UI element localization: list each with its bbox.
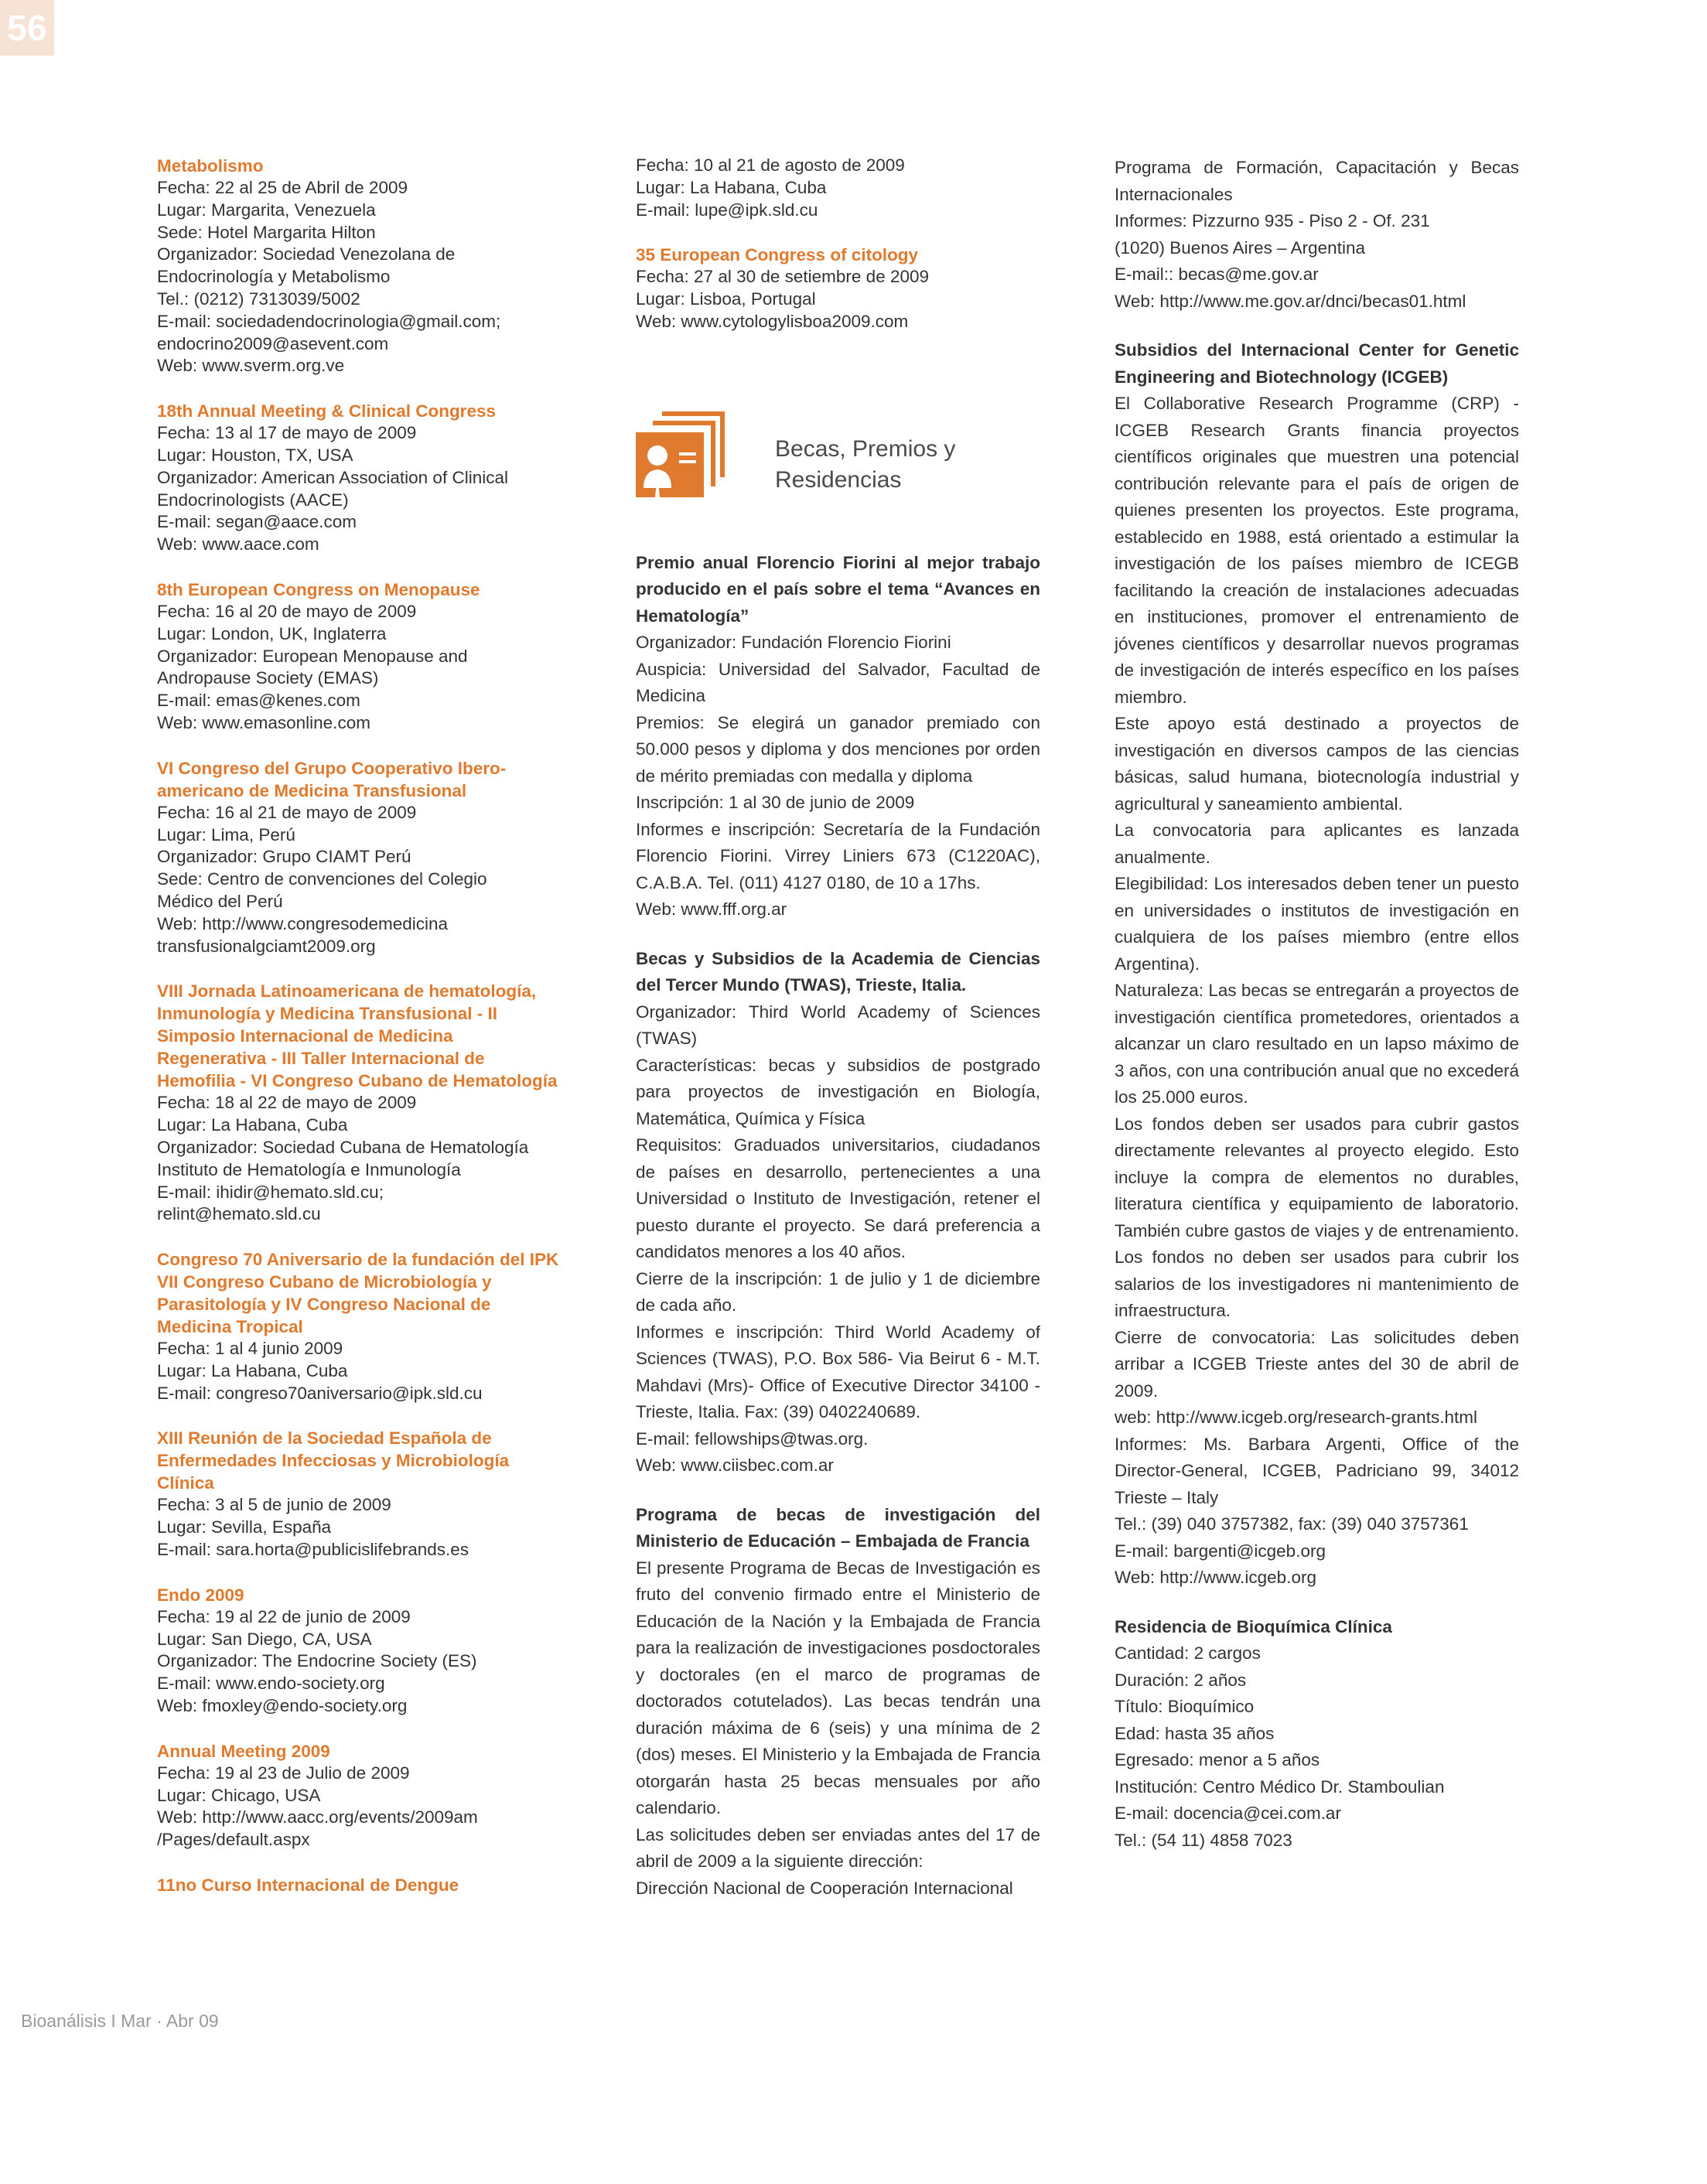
beca-entry <box>636 1502 1040 1902</box>
event-entry <box>636 244 1040 333</box>
page-number: 56 <box>0 0 54 56</box>
event-detail-line: relint@hemato.sld.cu <box>157 1204 321 1224</box>
event-entry <box>157 1427 590 1561</box>
beca-title: Programa de becas de investigación del Ministerio de Educación – Embajada de Francia <box>636 1504 1040 1551</box>
event-detail-line: E-mail: ihidir@hemato.sld.cu; <box>157 1182 384 1202</box>
event-title: VIII Jornada Latinoamericana de hematología, Inmunología y Medicina Transfusional - II Simposio Internacional de Medicina Regenerativa - III Taller Internacional de Hemofilia - VI Congreso Cubano de Hematología <box>157 981 558 1091</box>
event-detail-line: Instituto de Hematología e Inmunología <box>157 1159 461 1179</box>
event-entry <box>157 578 590 735</box>
event-detail-line: Fecha: 10 al 21 de agosto de 2009 <box>636 155 905 175</box>
beca-entry <box>1115 337 1519 1592</box>
event-entry <box>157 757 590 958</box>
becas-list <box>636 550 1040 1902</box>
event-detail-line: E-mail: emas@kenes.com <box>157 691 360 711</box>
event-detail-line: Lugar: London, UK, Inglaterra <box>157 623 387 643</box>
section-header-becas <box>636 411 1040 542</box>
event-detail-line: Fecha: 1 al 4 junio 2009 <box>157 1339 343 1359</box>
event-detail-line: Fecha: 3 al 5 de junio de 2009 <box>157 1495 391 1515</box>
event-detail-line: Organizador: The Endocrine Society (ES) <box>157 1651 477 1671</box>
beca-body: El Collaborative Research Programme (CRP) - ICGEB Research Grants financia proyectos científicos originales que muestren una potencial contribución relevante para el país de origen de quienes presenten los proyectos. Este programa, establecido en 1988, está orientado a estimular la investigación de los países miembro de ICEGB facilitando la creación de instalaciones adecuadas en instituciones, promover el entrenamiento de jóvenes científicos y desarrollar nuevos programas de investigación de interés específico en los países miembro. Este apoyo está destinado a proyectos de investigación en diversos campos de las ciencias básicas, salud humana, biotecnología industrial y agricultural y saneamiento ambiental. La convocatoria para aplicantes es lanzada anualmente. Elegibilidad: Los interesados deben tener un puesto en universidades o institutos de investigación en cualquiera de los países miembro (entre ellos Argentina). Naturaleza: Las becas se entregarán a proyectos de investigación científica prometedores, orientados a alcanzar un claro resultado en un lapso máximo de 3 años, con una contribución anual que no excederá los 25.000 euros. Los fondos deben ser usados para cubrir gastos directamente relevantes al proyecto elegido. Esto incluye la compra de elementos no durables, literatura científica y equipamiento de laboratorio. También cubre gastos de viajes y de entrenamiento. Los fondos no deben ser usados para cubrir los salarios de los investigadores ni mantenimiento de infraestructura. Cierre de convocatoria: Las solicitudes deben arribar a ICGEB Trieste antes del 30 de abril de 2009. web: http://www.icgeb.org/research-grants.html Informes: Ms. Barbara Argenti, Office of the Director-General, ICGEB, Padriciano 99, 34012 Trieste – Italy Tel.: (39) 040 3757382, fax: (39) 040 3757361 E-mail: bargenti@icgeb.org Web: http://www.icgeb.org <box>1115 394 1519 1587</box>
event-title: 18th Annual Meeting & Clinical Congress <box>157 401 496 421</box>
event-detail-line: Lugar: La Habana, Cuba <box>157 1360 348 1380</box>
beca-entry <box>636 946 1040 1479</box>
event-detail-line: Lugar: Lima, Perú <box>157 824 295 845</box>
event-detail-line: Web: www.aace.com <box>157 534 319 555</box>
event-detail-line: E-mail: segan@aace.com <box>157 512 357 532</box>
event-detail-line: Endocrinologists (AACE) <box>157 490 349 510</box>
column-events-1 <box>157 155 590 1919</box>
beca-body: Organizador: Fundación Florencio Fiorini Auspicia: Universidad del Salvador, Facultad de Medicina Premios: Se elegirá un ganador premiado con 50.000 pesos y diploma y dos menciones por orden de mérito premiadas con medalla y diploma Inscripción: 1 al 30 de junio de 2009 Informes e inscripción: Secretaría de la Fundación Florencio Fiorini. Virrey Liniers 673 (C1220AC), C.A.B.A. Tel. (011) 4127 0180, de 10 a 17hs. Web: www.fff.org.ar <box>636 633 1040 920</box>
event-detail-line: Sede: Hotel Margarita Hilton <box>157 222 376 242</box>
event-entry <box>157 1248 590 1404</box>
event-detail-line: Lugar: La Habana, Cuba <box>157 1115 348 1135</box>
event-title: Congreso 70 Aniversario de la fundación del IPK VII Congreso Cubano de Microbiología y Parasitología y IV Congreso Nacional de Medicina Tropical <box>157 1250 559 1337</box>
event-title: XIII Reunión de la Sociedad Española de Enfermedades Infecciosas y Microbiología Clínica <box>157 1428 510 1493</box>
event-detail-line: Sede: Centro de convenciones del Colegio <box>157 869 487 889</box>
section-title: Becas, Premios y Residencias <box>775 435 956 493</box>
event-detail-line: Lugar: San Diego, CA, USA <box>157 1629 372 1649</box>
event-detail-line: E-mail: sara.horta@publicislifebrands.es <box>157 1540 469 1560</box>
beca-title: Premio anual Florencio Fiorini al mejor trabajo producido en el país sobre el tema “Avances en Hematología” <box>636 552 1040 626</box>
column-2 <box>636 155 1040 1924</box>
event-detail-line: Web: http://www.congresodemedicina <box>157 913 449 933</box>
event-detail-line: Lugar: La Habana, Cuba <box>636 177 827 197</box>
event-detail-line: E-mail: lupe@ipk.sld.cu <box>636 200 818 220</box>
event-title: 11no Curso Internacional de Dengue <box>157 1875 459 1896</box>
event-detail-line: Lugar: Houston, TX, USA <box>157 445 353 465</box>
event-detail-line: Andropause Society (EMAS) <box>157 668 379 688</box>
event-detail-line: endocrino2009@asevent.com <box>157 333 389 353</box>
event-detail-line: Fecha: 13 al 17 de mayo de 2009 <box>157 423 417 443</box>
event-detail-line: E-mail: www.endo-society.org <box>157 1674 385 1694</box>
event-detail-line: Web: http://www.aacc.org/events/2009am <box>157 1807 478 1827</box>
event-entry <box>157 980 590 1226</box>
event-entry <box>157 1740 590 1851</box>
event-entry <box>157 1874 590 1896</box>
event-detail-line: Tel.: (0212) 7313039/5002 <box>157 288 360 309</box>
event-title: Metabolismo <box>157 156 264 176</box>
event-detail-line: Fecha: 27 al 30 de setiembre de 2009 <box>636 267 930 287</box>
event-detail-line: Web: www.cytologylisboa2009.com <box>636 311 909 331</box>
event-entry <box>636 155 1040 221</box>
event-title: Annual Meeting 2009 <box>157 1741 330 1761</box>
event-detail-line: transfusionalgciamt2009.org <box>157 936 376 956</box>
events-continued <box>636 155 1040 333</box>
event-detail-line: Lugar: Lisboa, Portugal <box>636 289 816 309</box>
event-title: 8th European Congress on Menopause <box>157 579 480 599</box>
beca-entry <box>636 550 1040 923</box>
footer-text: Bioanálisis I Mar · Abr 09 <box>21 2011 219 2031</box>
event-detail-line: Fecha: 19 al 23 de Julio de 2009 <box>157 1763 410 1783</box>
event-detail-line: Endocrinología y Metabolismo <box>157 267 391 287</box>
event-title: Endo 2009 <box>157 1585 244 1605</box>
event-title: VI Congreso del Grupo Cooperativo Ibero- americano de Medicina Transfusional <box>157 758 507 800</box>
beca-entry <box>1115 155 1519 315</box>
beca-body: Organizador: Third World Academy of Sciences (TWAS) Características: becas y subsidios de postgrado para proyectos de investigación en Biología, Matemática, Química y Física Requisitos: Graduados universitarios, ciudadanos de países en desarrollo, pertenecientes a una Universidad o Instituto de Investigación, retener el puesto durante el proyecto. Se dará preferencia a candidatos menores a los 40 años. Cierre de la inscripción: 1 de julio y 1 de diciembre de cada año. Informes e inscripción: Third World Academy of Sciences (TWAS), P.O. Box 586- Via Beirut 6 - M.T. Mahdavi (Mrs)- Office of Executive Director 34100 - Trieste, Italia. Fax: (39) 0402240689. E-mail: fellowships@twas.org. Web: www.ciisbec.com.ar <box>636 1002 1040 1476</box>
event-detail-line: Web: fmoxley@endo-society.org <box>157 1696 408 1716</box>
certificate-person-icon <box>636 411 725 511</box>
event-title: 35 European Congress of citology <box>636 245 919 265</box>
event-detail-line: Fecha: 19 al 22 de junio de 2009 <box>157 1606 411 1626</box>
beca-title: Subsidios del Internacional Center for Genetic Engineering and Biotechnology (ICGEB) <box>1115 340 1519 387</box>
event-detail-line: Organizador: Sociedad Cubana de Hematología <box>157 1137 529 1157</box>
beca-title: Becas y Subsidios de la Academia de Ciencias del Tercer Mundo (TWAS), Trieste, Italia. <box>636 948 1040 995</box>
event-detail-line: Web: www.sverm.org.ve <box>157 356 345 376</box>
event-detail-line: Lugar: Chicago, USA <box>157 1785 321 1805</box>
event-entry <box>157 1584 590 1718</box>
event-entry <box>157 400 590 556</box>
beca-body: Programa de Formación, Capacitación y Becas Internacionales Informes: Pizzurno 935 - Piso 2 - Of. 231 (1020) Buenos Aires – Argentina E-mail:: becas@me.gov.ar Web: http://www.me.gov.ar/dnci/becas01.html <box>1115 158 1519 311</box>
event-detail-line: E-mail: sociedadendocrinologia@gmail.com; <box>157 311 501 331</box>
beca-body: El presente Programa de Becas de Investigación es fruto del convenio firmado entre el Ministerio de Educación de la Nación y la Embajada de Francia para la realización de investigaciones posdoctorales y doctorales (en el marco de programas de doctorados cotutelados). Las becas tendrán una duración máxima de 6 (seis) y una mínima de 2 (dos) meses. El Ministerio y la Embajada de Francia otorgarán hasta 25 becas mensuales por año calendario. Las solicitudes deben ser enviadas antes del 17 de abril de 2009 a la siguiente dirección: Dirección Nacional de Cooperación Internacional <box>636 1558 1040 1898</box>
column-3 <box>1115 155 1519 1876</box>
event-detail-line: /Pages/default.aspx <box>157 1830 310 1850</box>
event-detail-line: Web: www.emasonline.com <box>157 712 370 732</box>
event-detail-line: Médico del Perú <box>157 891 283 911</box>
event-detail-line: Organizador: Sociedad Venezolana de <box>157 244 456 264</box>
event-detail-line: Fecha: 22 al 25 de Abril de 2009 <box>157 178 408 197</box>
event-detail-line: Lugar: Sevilla, España <box>157 1517 332 1537</box>
event-detail-line: Fecha: 16 al 20 de mayo de 2009 <box>157 601 417 621</box>
event-detail-line: Fecha: 16 al 21 de mayo de 2009 <box>157 802 417 822</box>
beca-title: Residencia de Bioquímica Clínica <box>1115 1616 1392 1636</box>
beca-body: Cantidad: 2 cargos Duración: 2 años Título: Bioquímico Edad: hasta 35 años Egresado: menor a 5 años Institución: Centro Médico Dr. Stamboulian E-mail: docencia@cei.com.ar Tel.: (54 11) 4858 7023 <box>1115 1643 1445 1850</box>
event-detail-line: Organizador: American Association of Clinical <box>157 467 508 487</box>
event-detail-line: Lugar: Margarita, Venezuela <box>157 200 376 220</box>
beca-entry <box>1115 1614 1519 1855</box>
event-detail-line: Fecha: 18 al 22 de mayo de 2009 <box>157 1093 417 1113</box>
event-detail-line: Organizador: Grupo CIAMT Perú <box>157 847 411 867</box>
event-entry <box>157 155 590 377</box>
event-detail-line: E-mail: congreso70aniversario@ipk.sld.cu <box>157 1383 483 1403</box>
event-detail-line: Organizador: European Menopause and <box>157 646 468 666</box>
